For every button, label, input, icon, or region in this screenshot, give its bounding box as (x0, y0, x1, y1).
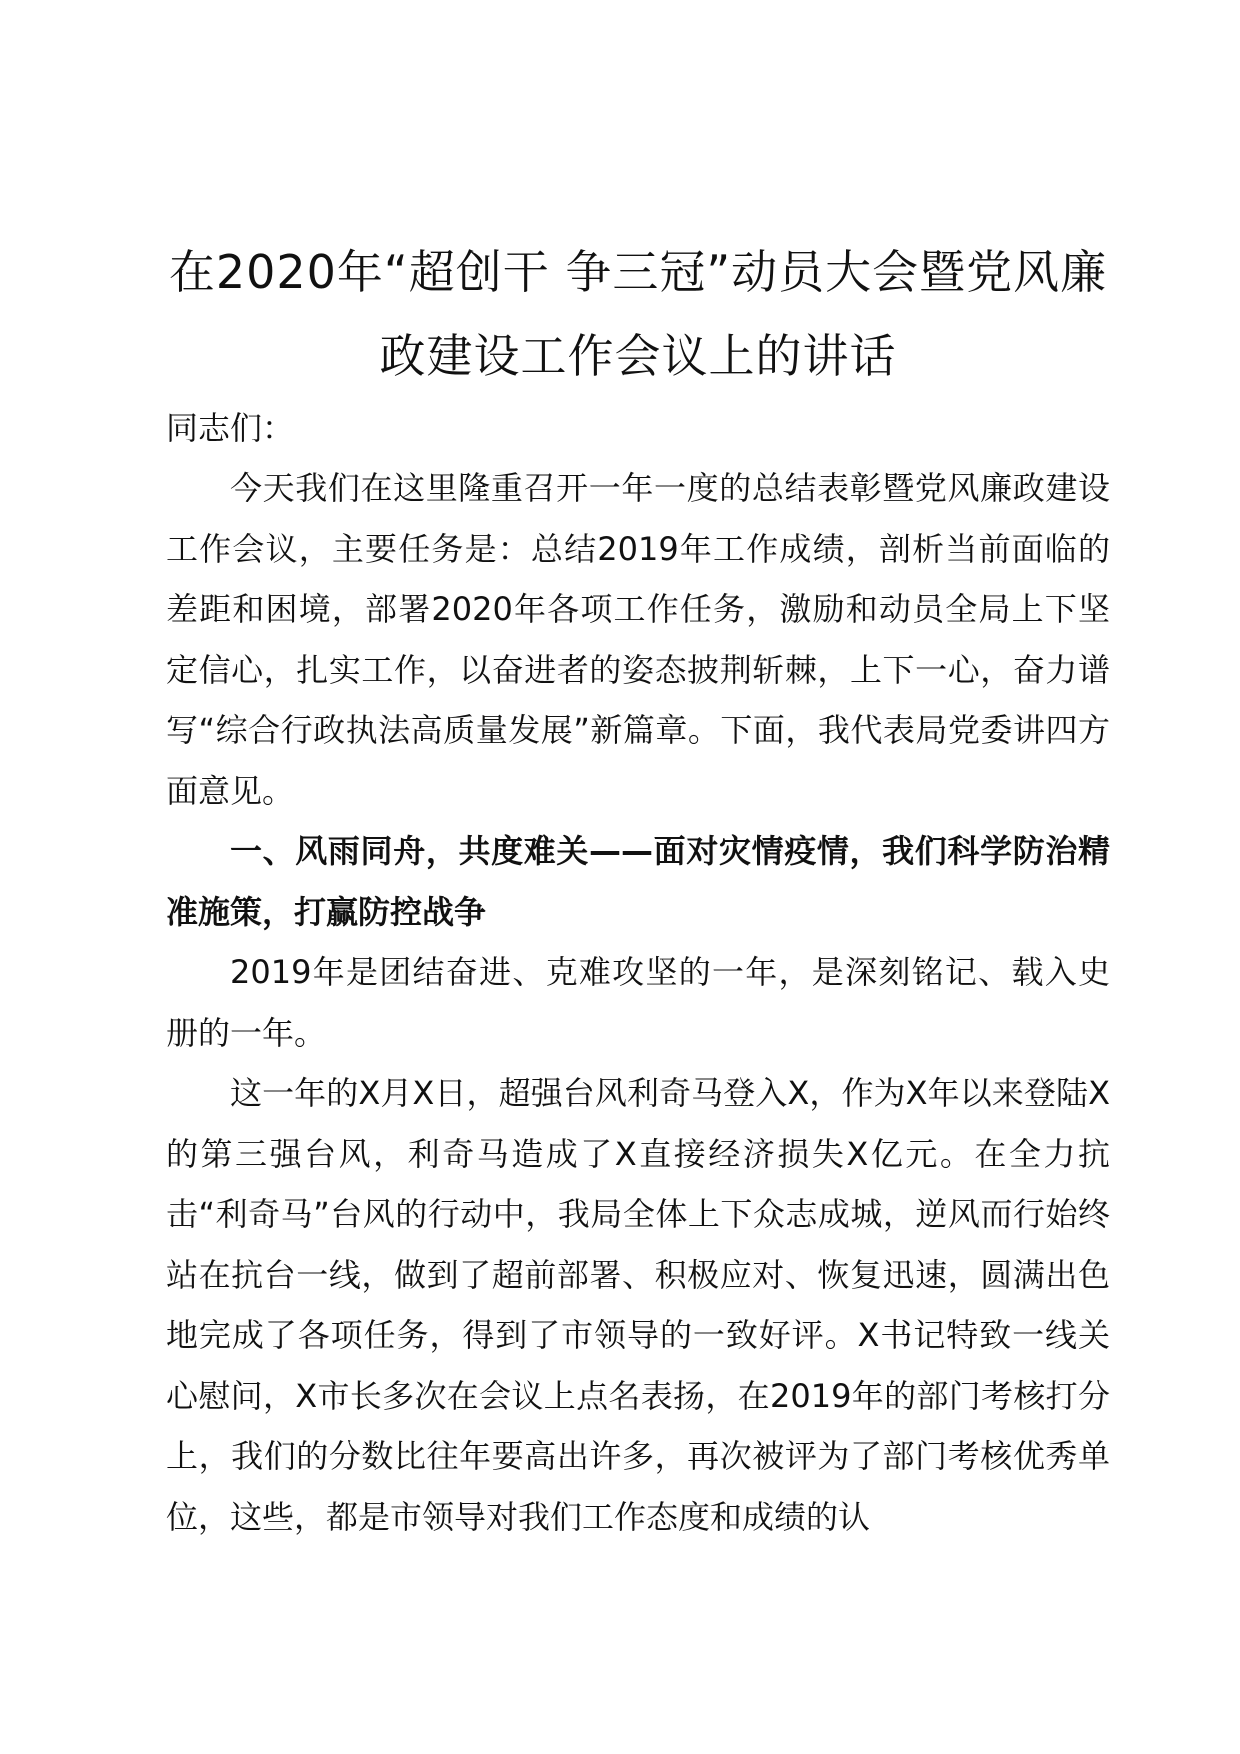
salutation: 同志们： (166, 409, 295, 447)
document-page (166, 230, 1110, 1547)
paragraph-2019-summary: 2019年是团结奋进、克难攻坚的一年，是深刻铭记、载入史册的一年。 (166, 953, 1110, 1052)
section-heading-1: 一、风雨同舟，共度难关——面对灾情疫情，我们科学防治精准施策，打赢防控战争 (166, 832, 1110, 931)
document-title: 在2020年“超创干 争三冠”动员大会暨党风廉政建设工作会议上的讲话 (168, 245, 1108, 383)
paragraph-intro: 今天我们在这里隆重召开一年一度的总结表彰暨党风廉政建设工作会议，主要任务是：总结2019年工作成绩，剖析当前面临的差距和困境，部署2020年各项工作任务，激励和动员全局上下坚定信心，扎实工作，以奋进者的姿态披荆斩棘，上下一心，奋力谱写“综合行政执法高质量发展”新篇章。下面，我代表局党委讲四方面意见。 (166, 469, 1110, 810)
paragraph-typhoon: 这一年的X月X日，超强台风利奇马登入X，作为X年以来登陆X的第三强台风，利奇马造成了X直接经济损失X亿元。在全力抗击“利奇马”台风的行动中，我局全体上下众志成城，逆风而行始终站在抗台一线，做到了超前部署、积极应对、恢复迅速，圆满出色地完成了各项任务，得到了市领导的一致好评。X书记特致一线关心慰问，X市长多次在会议上点名表扬，在2019年的部门考核打分上，我们的分数比往年要高出许多，再次被评为了部门考核优秀单位，这些，都是市领导对我们工作态度和成绩的认 (166, 1074, 1110, 1536)
